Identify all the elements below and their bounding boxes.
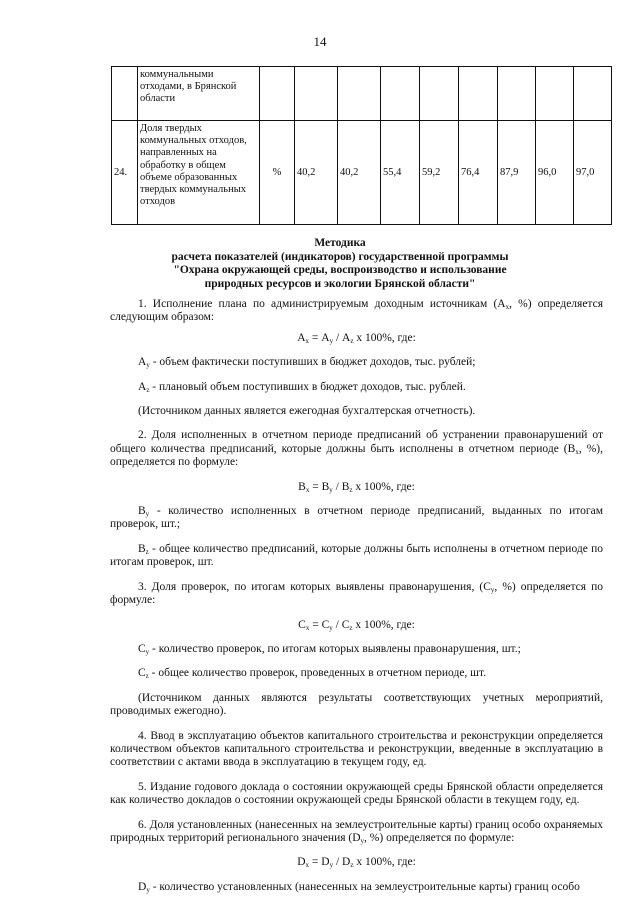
definition: $В_z$ - общее количество предписаний, которые должны быть исполнены в отчетном периоде по итогам проверок, шт.: [110, 542, 603, 569]
definition: $В_у$ - количество исполненных в отчетном периоде предписаний, выданных по итогам проверок, шт.;: [110, 505, 603, 531]
formula-d: $D_х = D_у / D_z$ х 100%, где:: [297, 856, 416, 870]
paragraph-3: 3. Доля проверок, по итогам которых выявлены правонарушения, ($С_у$, %) определяется по формуле:: [110, 580, 603, 607]
value-cell: 40,2: [295, 121, 338, 225]
indicator-name: Доля твердых коммунальных отходов, направленных на обработку в общем объеме образованных твердых коммунальных отходов: [138, 121, 260, 225]
methodology-body: [110, 298, 603, 894]
source-note: (Источником данных является ежегодная бухгалтерская отчетность).: [138, 405, 476, 418]
table-row: [112, 67, 612, 121]
definition: $D_у$ - количество установленных (нанесенных на землеустроительные карты) границ особо: [138, 880, 580, 894]
row-number: 24.: [112, 121, 138, 225]
formula-c: $С_х = С_у / С_z$ х 100%, где:: [298, 618, 415, 632]
value-cell: 96,0: [536, 121, 574, 225]
definition: $С_z$ - общее количество проверок, проведенных в отчетном периоде, шт.: [138, 667, 487, 681]
paragraph-4: 4. Ввод в эксплуатацию объектов капитального строительства и реконструкции определяется количеством объектов капитального строительства и реконструкции, введенные в эксплуатацию в соответствии с актами ввода в эксплуатацию в текущем году, ед.: [110, 729, 603, 769]
value-cell: 97,0: [574, 121, 612, 225]
value-cell: 55,4: [381, 121, 420, 225]
value-cell: 76,4: [459, 121, 498, 225]
unit-cell: %: [260, 121, 295, 225]
paragraph-6: 6. Доля установленных (нанесенных на землеустроительные карты) границ особо охраняемых природных территорий регионального значения ($D_у$, %) определяется по формуле:: [110, 818, 603, 845]
indicators-table: [111, 66, 612, 225]
indicator-name: коммунальными отходами, в Брянской области: [138, 67, 260, 121]
definition: $С_у$ - количество проверок, по итогам которых выявлены правонарушения, шт.;: [138, 642, 521, 656]
paragraph-1: 1. Исполнение плана по администрируемым доходным источникам ($А_х$, %) определяется следующим образом:: [110, 298, 603, 324]
value-cell: 40,2: [338, 121, 381, 225]
formula-a: $А_х = А_у / А_z$ х 100%, где:: [297, 331, 416, 345]
paragraph-2: 2. Доля исполненных в отчетном периоде предписаний об устранении правонарушений от общего количества предписаний, которые должны быть исполнены в отчетном периоде ($В_х$, %), определяется по формуле:: [110, 429, 603, 469]
methodology-title: Методика расчета показателей (индикаторов) государственной программы "Охрана окружающей среды, воспроизводство и использование природных ресурсов и экологии Брянской области": [171, 237, 509, 290]
definition: $А_у$ - объем фактически поступивших в бюджет доходов, тыс. рублей;: [138, 356, 476, 370]
value-cell: 87,9: [498, 121, 536, 225]
definition: $А_z$ - плановый объем поступивших в бюджет доходов, тыс. рублей.: [138, 380, 466, 394]
table-row: [112, 121, 612, 225]
value-cell: 59,2: [420, 121, 459, 225]
page-number: 14: [313, 34, 327, 49]
formula-b: $В_х = В_у / В_z$ х 100%, где:: [298, 480, 415, 494]
paragraph-5: 5. Издание годового доклада о состоянии окружающей среды Брянской области определяется как количество докладов о состоянии окружающей среды Брянской области в текущем году, ед.: [110, 780, 603, 807]
source-note: (Источником данных являются результаты соответствующих учетных мероприятий, проводимых ежегодно).: [110, 691, 603, 718]
